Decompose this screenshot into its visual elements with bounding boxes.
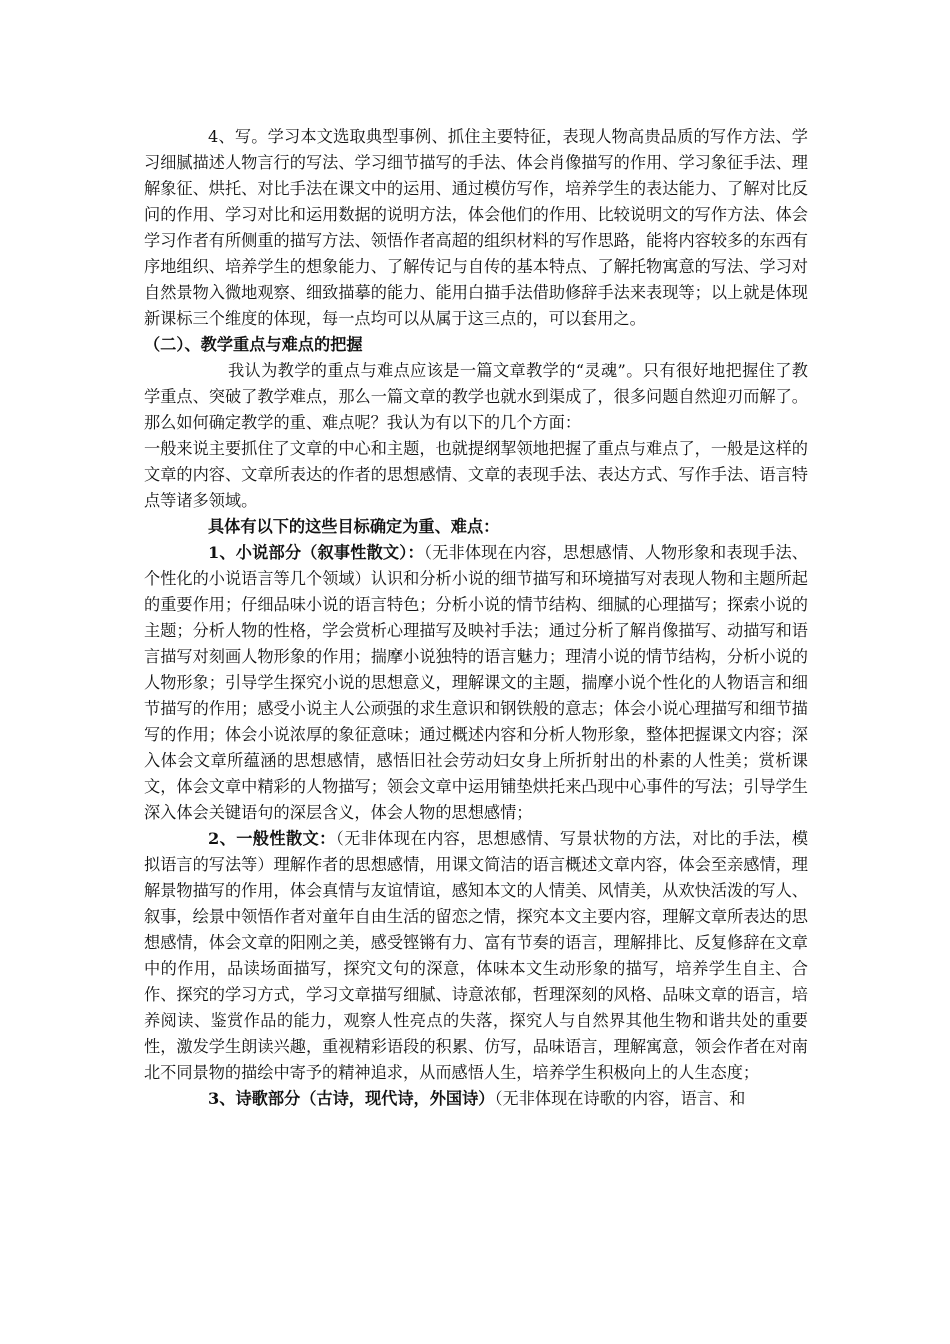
subheading-key-points: 具体有以下的这些目标确定为重、难点： bbox=[208, 517, 500, 536]
novel-text: （无非体现在内容，思想感情、人物形象和表现手法、个性化的小说语言等几个领域）认识和分析小说的细节描写和环境描写对表现人物和主题所起的重要作用；仔细品味小说的语言特色；分析小说的情节结构、细腻的心理描写；探索小说的主题；分析人物的性格，学会赏析心理描写及映衬手法；通过分析了解肖像描写、动描写和语言描写对刻画人物形象的作用；揣摩小说独特的语言魅力；理清小说的情节结构，分析小说的人物形象；引导学生探究小说的思想意义，理解课文的主题，揣摩小说个性化的人物语言和细节描写的作用；感受小说主人公顽强的求生意识和钢铁般的意志；体会小说心理描写和细节描写的作用；体会小说浓厚的象征意味；通过概述内容和分析人物形象，整体把握课文内容；深入体会文章所蕴涵的思想感情，感悟旧社会劳动妇女身上所折射出的朴素的人性美；赏析课文，体会文章中精彩的人物描写；领会文章中运用铺垫烘托来凸现中心事件的写法；引导学生深入体会关键语句的深层含义，体会人物的思想感情； bbox=[144, 543, 808, 822]
paragraph-general: 一般来说主要抓住了文章的中心和主题，也就提纲挈领地把握了重点与难点了，一般是这样的文章的内容、文章所表达的作者的思想感情、文章的表现手法、表达方式、写作手法、语言特点等诸多领域。 bbox=[144, 439, 808, 510]
paragraph-prose bbox=[144, 826, 808, 1086]
novel-label: 1、小说部分（叙事性散文）： bbox=[208, 543, 424, 562]
paragraph-writing: 4、写。学习本文选取典型事例、抓住主要特征，表现人物高贵品质的写作方法、学习细腻描述人物言行的写法、学习细节描写的手法、体会肖像描写的作用、学习象征手法、理解象征、烘托、对比手法在课文中的运用、通过模仿写作，培养学生的表达能力、了解对比反问的作用、学习对比和运用数据的说明方法，体会他们的作用、比较说明文的写作方法、体会学习作者有所侧重的描写方法、领悟作者高超的组织材料的写作思路，能将内容较多的东西有序地组织、培养学生的想象能力、了解传记与自传的基本特点、了解托物寓意的写法、学习对自然景物入微地观察、细致描摹的能力、能用白描手法借助修辞手法来表现等；以上就是体现新课标三个维度的体现，每一点均可以从属于这三点的，可以套用之。 bbox=[144, 127, 808, 328]
poetry-text: （无非体现在诗歌的内容，语言、和 bbox=[494, 1089, 746, 1108]
prose-text: （无非体现在内容，思想感情、写景状物的方法，对比的手法，模拟语言的写法等）理解作者的思想感情，用课文简洁的语言概述文章内容，体会至亲感情，理解景物描写的作用，体会真情与友谊情谊，感知本文的人情美、风情美，从欢快活泼的写人、叙事，绘景中领悟作者对童年自由生活的留恋之情，探究本文主要内容，理解文章所表达的思想感情，体会文章的阳刚之美，感受铿锵有力、富有节奏的语言，理解排比、反复修辞在文章中的作用，品读场面描写，探究文句的深意，体味本文生动形象的描写，培养学生自主、合作、探究的学习方式，学习文章描写细腻、诗意浓郁，哲理深刻的风格、品味文章的语言，培养阅读、鉴赏作品的能力，观察人性亮点的失落，探究人与自然界其他生物和谐共处的重要性，激发学生朗读兴趣，重视精彩语段的积累、仿写，品味语言，理解寓意，领会作者在对南北不同景物的描绘中寄予的精神追求，从而感悟人生，培养学生积极向上的人生态度； bbox=[144, 829, 809, 1082]
document-page bbox=[144, 124, 808, 1112]
poetry-label: 3、诗歌部分（古诗，现代诗，外国诗） bbox=[208, 1089, 495, 1108]
section-heading-2: （二）、教学重点与难点的把握 bbox=[144, 335, 363, 354]
paragraph-soul: 我认为教学的重点与难点应该是一篇文章教学的“灵魂”。只有很好地把握住了教学重点、突破了教学难点，那么一篇文章的教学也就水到渠成了，很多问题自然迎刃而解了。那么如何确定教学的重、难点呢？我认为有以下的几个方面： bbox=[144, 361, 808, 432]
paragraph-novel bbox=[144, 540, 808, 826]
paragraph-poetry bbox=[144, 1086, 808, 1112]
prose-label: 2、一般性散文： bbox=[208, 829, 336, 848]
